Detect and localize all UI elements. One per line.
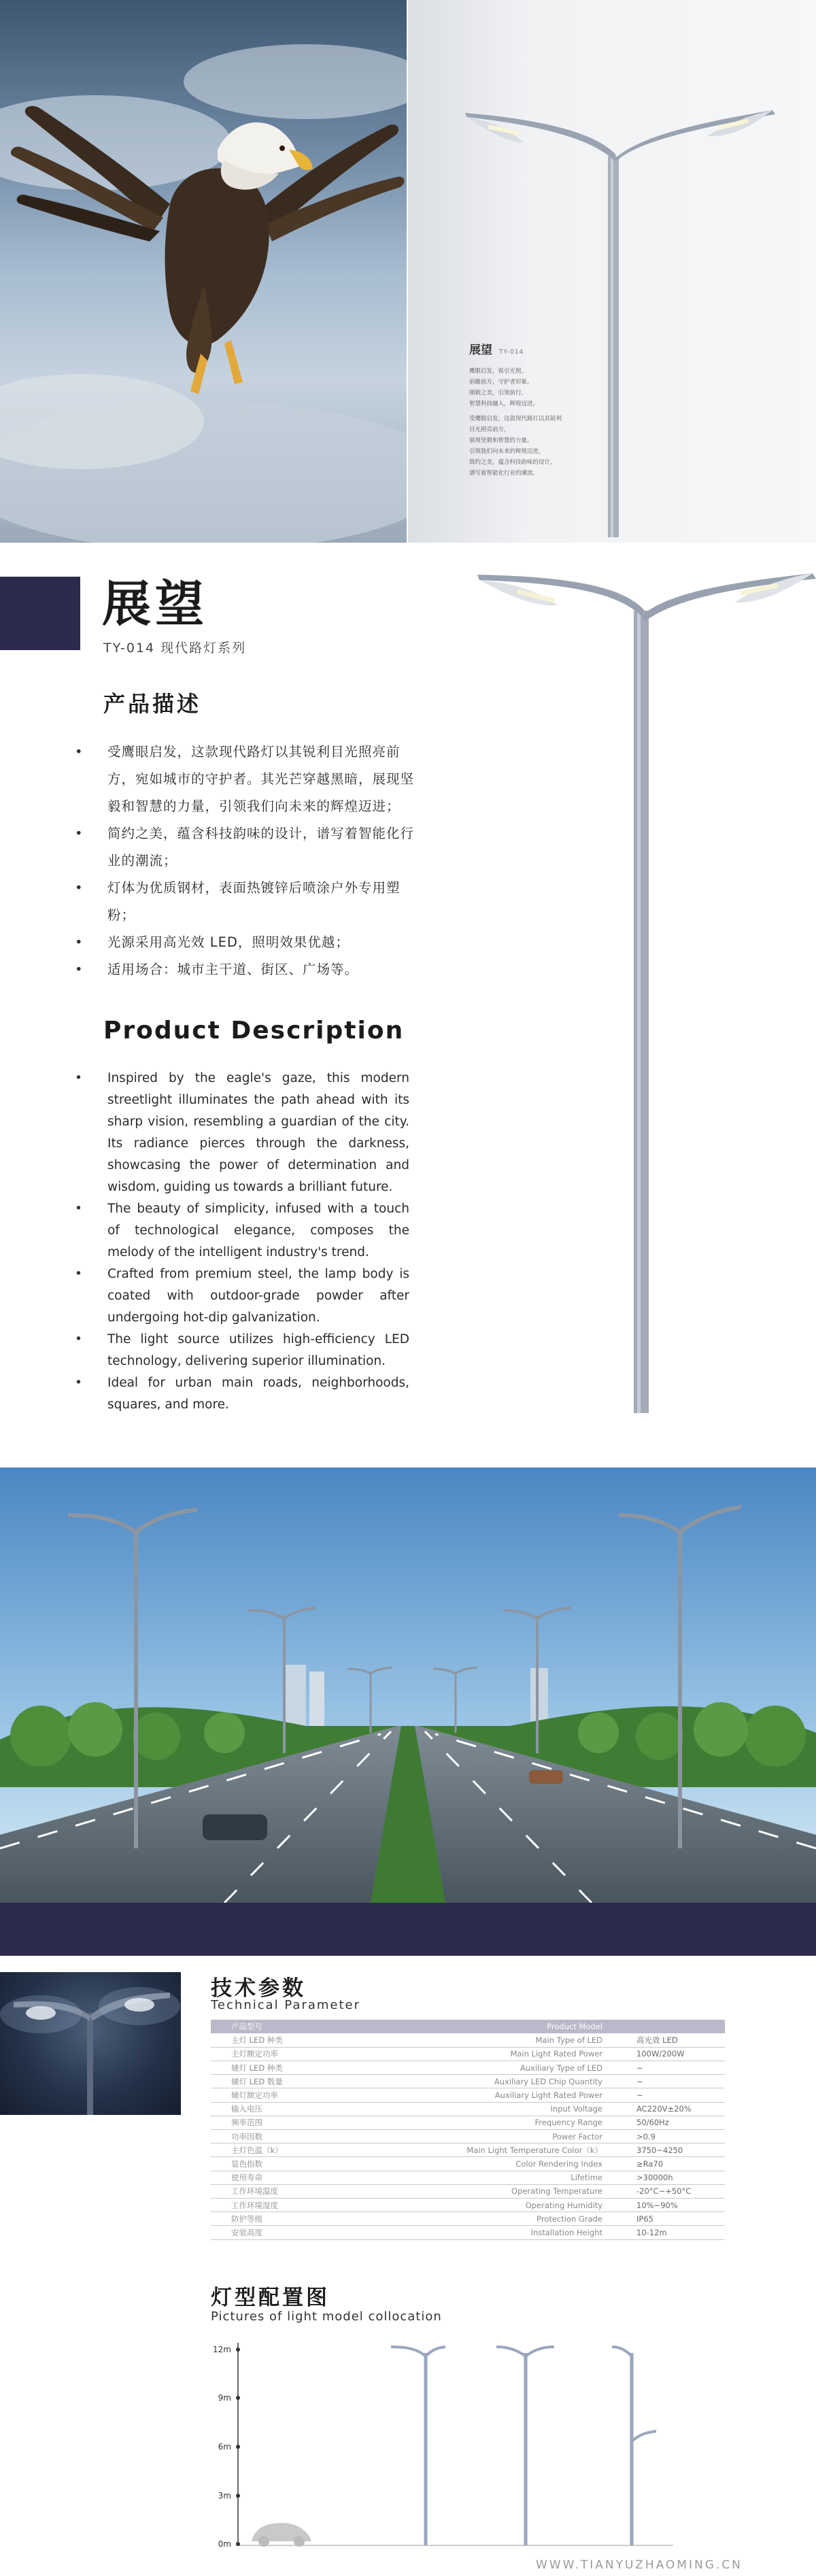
list-item: • The beauty of simplicity, infused with a touch of technological elegance, composes the melody of the intelligent industry's trend.: [75, 1198, 409, 1264]
eagle-illustration: [0, 0, 407, 543]
eagle-photo: [0, 0, 407, 543]
table-row: [211, 2102, 725, 2116]
param-en: Auxiliary Light Rated Power: [333, 2088, 609, 2102]
table-row: [211, 2157, 725, 2171]
param-en: Operating Temperature: [333, 2184, 609, 2198]
param-en: Main Light Temperature Color（k）: [333, 2143, 609, 2157]
table-header-row: [211, 2020, 725, 2033]
scale-label: 9m: [218, 2393, 231, 2403]
list-item: • 适用场合：城市主干道、街区、广场等。: [75, 956, 415, 983]
param-cn: 主灯额定功率: [211, 2047, 333, 2061]
footer-website[interactable]: WWW.TIANYUZHAOMING.CN: [536, 2558, 743, 2572]
param-cn: 辅灯额定功率: [211, 2088, 333, 2102]
param-en: Power Factor: [333, 2130, 609, 2143]
table-row: [211, 2033, 725, 2047]
tech-param-table: [211, 2020, 725, 2240]
param-val: AC220V±20%: [609, 2102, 725, 2116]
hero-mini-paragraph-2: 受鹰眼启发，这款现代路灯以其锐利 目光照亮前方， 展现坚毅和智慧的力量。 引领我们向未来的辉煌迈进， 简约之美，蕴含科技韵味的设计， 谱写着智能化行业的潮流。: [469, 416, 562, 477]
scale-label: 12m: [213, 2345, 231, 2354]
list-item: • The light source utilizes high-efficiency LED technology, delivering superior illumination.: [75, 1329, 409, 1372]
param-en: Operating Humidity: [333, 2198, 609, 2211]
table-row: [211, 2116, 725, 2129]
tech-param-title-cn: 技术参数: [211, 1976, 306, 2001]
table-row: [211, 2184, 725, 2198]
scale-label: 0m: [218, 2539, 231, 2549]
param-val: IP65: [609, 2212, 725, 2226]
table-row: [211, 2143, 725, 2157]
param-en: Auxiliary LED Chip Quantity: [333, 2075, 609, 2088]
table-row: [211, 2061, 725, 2075]
param-en: Installation Height: [333, 2226, 609, 2239]
table-row: [211, 2212, 725, 2226]
param-cn: 功率因数: [211, 2130, 333, 2143]
list-item: • 光源采用高光效 LED，照明效果优越；: [75, 929, 415, 956]
param-val: ~: [609, 2088, 725, 2102]
header-en: Product Model: [333, 2020, 609, 2033]
param-val: 100W/200W: [609, 2047, 725, 2061]
param-en: Main Type of LED: [333, 2033, 609, 2047]
param-val: 10-12m: [609, 2226, 725, 2239]
scale-label: 6m: [218, 2442, 231, 2452]
light-model-diagram: [204, 2329, 680, 2554]
description-list-cn: [75, 739, 415, 983]
table-row: [211, 2226, 725, 2239]
param-cn: 防护等级: [211, 2212, 333, 2226]
list-item: • 灯体为优质钢材，表面热镀锌后喷涂户外专用塑粉；: [75, 875, 415, 929]
light-model-title-en: Pictures of light model collocation: [211, 2309, 442, 2324]
param-cn: 安装高度: [211, 2226, 333, 2239]
param-val: 50/60Hz: [609, 2116, 725, 2129]
param-cn: 辅灯 LED 数量: [211, 2075, 333, 2088]
param-val: 高光效 LED: [609, 2033, 725, 2047]
hero-product-panel: [408, 0, 816, 543]
param-val: -20°C~+50°C: [609, 2184, 725, 2198]
param-val: 10%~90%: [609, 2198, 725, 2211]
product-title: 展望: [102, 575, 209, 632]
description-list-en: [75, 1068, 409, 1416]
night-light-thumbnail: [0, 1972, 181, 2115]
table-row: [211, 2075, 725, 2088]
table-row: [211, 2047, 725, 2061]
param-val: ≥Ra70: [609, 2157, 725, 2171]
param-cn: 频率范围: [211, 2116, 333, 2129]
param-en: Lifetime: [333, 2171, 609, 2184]
param-val: 3750~4250: [609, 2143, 725, 2157]
list-item: • Crafted from premium steel, the lamp body is coated with outdoor-grade powder after undergoing hot-dip galvanization.: [75, 1264, 409, 1329]
table-row: [211, 2130, 725, 2143]
param-val: >0.9: [609, 2130, 725, 2143]
param-cn: 主灯色温（k）: [211, 2143, 333, 2157]
table-row: [211, 2171, 725, 2184]
hero-banner: [0, 0, 816, 543]
param-cn: 显色指数: [211, 2157, 333, 2171]
scale-label: 3m: [218, 2491, 231, 2501]
description-title-en: Product Description: [103, 1017, 405, 1045]
param-cn: 工作环境湿度: [211, 2198, 333, 2211]
road-scene: [0, 1468, 816, 1956]
table-row: [211, 2088, 725, 2102]
streetlight-product-icon: [469, 556, 816, 1413]
header-val: [609, 2020, 725, 2033]
title-accent-block: [0, 577, 80, 650]
param-val: ~: [609, 2075, 725, 2088]
list-item: • Inspired by the eagle's gaze, this modern streetlight illuminates the path ahead with its sharp vision, resembling a guardian of the city. Its radiance pierces through the darkness, showcasing the power of determination and wisdom, guiding us towards a brilliant future.: [75, 1068, 409, 1198]
param-en: Protection Grade: [333, 2212, 609, 2226]
param-cn: 工作环境温度: [211, 2184, 333, 2198]
param-en: Color Rendering Index: [333, 2157, 609, 2171]
list-item: • 受鹰眼启发，这款现代路灯以其锐利目光照亮前方，宛如城市的守护者。其光芒穿越黑暗，展现坚毅和智慧的力量，引领我们向未来的辉煌迈进；: [75, 739, 415, 820]
header-cn: 产品型号: [211, 2020, 333, 2033]
param-cn: 辅灯 LED 种类: [211, 2061, 333, 2075]
param-cn: 主灯 LED 种类: [211, 2033, 333, 2047]
list-item: • 简约之美，蕴含科技韵味的设计，谱写着智能化行业的潮流；: [75, 820, 415, 875]
param-en: Main Light Rated Power: [333, 2047, 609, 2061]
param-en: Frequency Range: [333, 2116, 609, 2129]
param-en: Input Voltage: [333, 2102, 609, 2116]
road-scene-illustration: [0, 1468, 816, 1903]
param-cn: 输入电压: [211, 2102, 333, 2116]
tech-param-title-en: Technical Parameter: [211, 1998, 361, 2012]
hero-mini-paragraph-1: 鹰眼启发，锐引光照， 前瞻前方，守护者形象。 刚毅之美，引领前行， 智慧科技融入，辉煌迈进。: [469, 368, 539, 407]
param-cn: 使用寿命: [211, 2171, 333, 2184]
param-en: Auxiliary Type of LED: [333, 2061, 609, 2075]
hero-mini-title: 展望 TY-014: [469, 343, 524, 357]
light-model-title-cn: 灯型配置图: [211, 2286, 330, 2310]
list-item: • Ideal for urban main roads, neighborhoods, squares, and more.: [75, 1372, 409, 1416]
param-val: ~: [609, 2061, 725, 2075]
param-val: >30000h: [609, 2171, 725, 2184]
product-subtitle: TY-014 现代路灯系列: [103, 641, 247, 656]
night-streetlight-icon: [0, 1972, 181, 2115]
table-row: [211, 2198, 725, 2211]
description-title-cn: 产品描述: [103, 691, 202, 717]
